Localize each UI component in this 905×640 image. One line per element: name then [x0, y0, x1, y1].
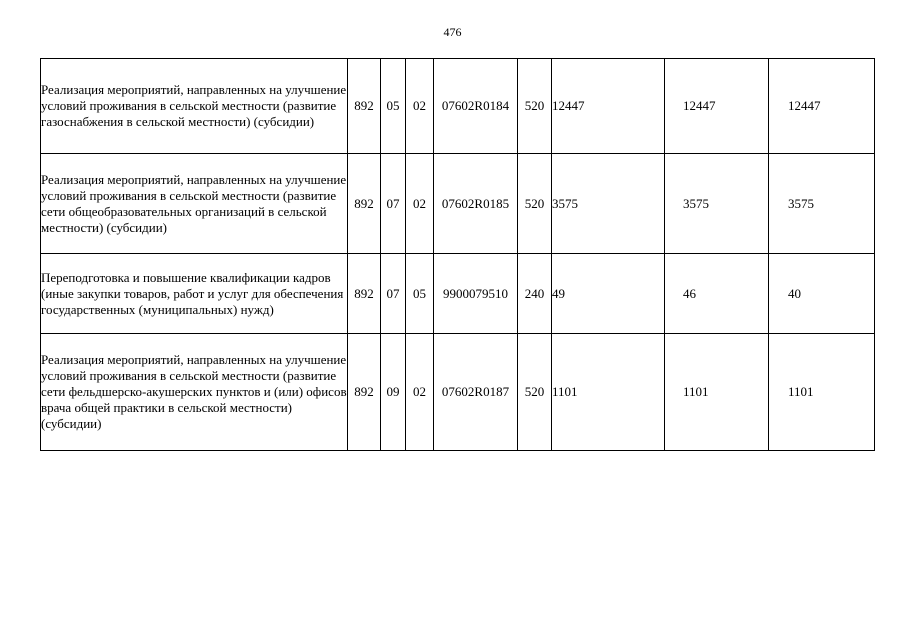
page-number: 476: [443, 25, 462, 39]
subsection-code-cell: 05: [406, 254, 434, 334]
amount-1-cell: 49: [552, 254, 665, 334]
budget-table: [40, 58, 875, 451]
amount-3-cell: 1101: [769, 334, 875, 451]
amount-2-cell: 1101: [665, 334, 769, 451]
table-row: [41, 254, 875, 334]
target-article-cell: 07602R0185: [434, 154, 518, 254]
expense-type-cell: 520: [518, 334, 552, 451]
expense-type-cell: 240: [518, 254, 552, 334]
target-article-cell: 9900079510: [434, 254, 518, 334]
expense-name-cell: Переподготовка и повышение квалификации кадров (иные закупки товаров, работ и услуг для обеспечения государственных (муниципальных) нужд): [41, 254, 348, 334]
expense-name-cell: Реализация мероприятий, направленных на улучшение условий проживания в сельской местности (развитие сети фельдшерско-акушерских пунктов и (или) офисов врача общей практики в сельской местности) (субсидии): [41, 334, 348, 451]
table-row: [41, 334, 875, 451]
expense-name-cell: Реализация мероприятий, направленных на улучшение условий проживания в сельской местности (развитие газоснабжения в сельской местности) (субсидии): [41, 59, 348, 154]
target-article-cell: 07602R0184: [434, 59, 518, 154]
amount-2-cell: 3575: [665, 154, 769, 254]
ministry-code-cell: 892: [348, 254, 381, 334]
section-code-cell: 07: [381, 154, 406, 254]
amount-1-cell: 12447: [552, 59, 665, 154]
expense-name-cell: Реализация мероприятий, направленных на улучшение условий проживания в сельской местности (развитие сети общеобразовательных организаций в сельской местности) (субсидии): [41, 154, 348, 254]
ministry-code-cell: 892: [348, 334, 381, 451]
subsection-code-cell: 02: [406, 154, 434, 254]
section-code-cell: 07: [381, 254, 406, 334]
amount-1-cell: 1101: [552, 334, 665, 451]
amount-3-cell: 12447: [769, 59, 875, 154]
expense-type-cell: 520: [518, 154, 552, 254]
amount-3-cell: 3575: [769, 154, 875, 254]
section-code-cell: 09: [381, 334, 406, 451]
target-article-cell: 07602R0187: [434, 334, 518, 451]
table-row: [41, 154, 875, 254]
section-code-cell: 05: [381, 59, 406, 154]
amount-2-cell: 12447: [665, 59, 769, 154]
subsection-code-cell: 02: [406, 59, 434, 154]
ministry-code-cell: 892: [348, 154, 381, 254]
amount-1-cell: 3575: [552, 154, 665, 254]
amount-3-cell: 40: [769, 254, 875, 334]
ministry-code-cell: 892: [348, 59, 381, 154]
subsection-code-cell: 02: [406, 334, 434, 451]
table-row: [41, 59, 875, 154]
expense-type-cell: 520: [518, 59, 552, 154]
amount-2-cell: 46: [665, 254, 769, 334]
